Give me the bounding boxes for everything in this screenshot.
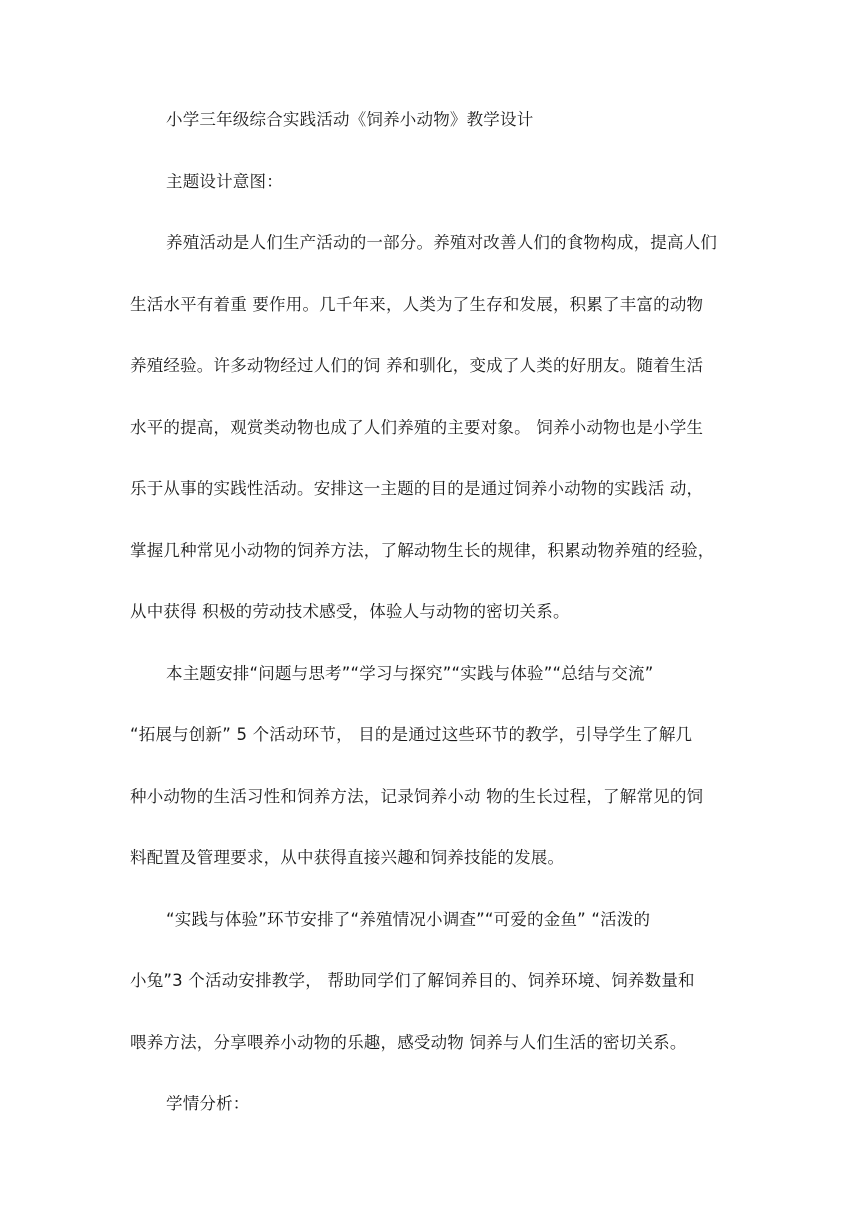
paragraph-line: 从中获得 积极的劳动技术感受，体验人与动物的密切关系。 bbox=[130, 602, 570, 621]
paragraph-line: “实践与体验”环节安排了“养殖情况小调查”“可爱的金鱼” “活泼的 bbox=[166, 910, 651, 929]
paragraph-line: 养殖经验。许多动物经过人们的饲 养和驯化，变成了人类的好朋友。随着生活 bbox=[130, 356, 704, 375]
paragraph-line: 生活水平有着重 要作用。几千年来，人类为了生存和发展，积累了丰富的动物 bbox=[130, 295, 704, 314]
paragraph-line: 掌握几种常见小动物的饲养方法，了解动物生长的规律，积累动物养殖的经验， bbox=[130, 541, 715, 560]
paragraph-line: 喂养方法，分享喂养小动物的乐趣，感受动物 饲养与人们生活的密切关系。 bbox=[130, 1033, 687, 1052]
paragraph-line: 小兔”3 个活动安排教学， 帮助同学们了解饲养目的、饲养环境、饲养数量和 bbox=[130, 971, 695, 990]
paragraph-line: 养殖活动是人们生产活动的一部分。养殖对改善人们的食物构成，提高人们 bbox=[166, 233, 718, 252]
paragraph-line: 水平的提高，观赏类动物也成了人们养殖的主要对象。 饲养小动物也是小学生 bbox=[130, 418, 704, 437]
section-heading-learning-analysis: 学情分析： bbox=[166, 1094, 250, 1113]
document-title: 小学三年级综合实践活动《饲养小动物》教学设计 bbox=[166, 110, 534, 129]
paragraph-line: 种小动物的生活习性和饲养方法，记录饲养小动 物的生长过程，了解常见的饲 bbox=[130, 787, 704, 806]
paragraph-line: “拓展与创新” 5 个活动环节， 目的是通过这些环节的教学，引导学生了解几 bbox=[130, 725, 693, 744]
section-heading-design-intent: 主题设计意图： bbox=[166, 172, 283, 191]
paragraph-line: 乐于从事的实践性活动。安排这一主题的目的是通过饲养小动物的实践活 动， bbox=[130, 479, 704, 498]
paragraph-line: 料配置及管理要求，从中获得直接兴趣和饲养技能的发展。 bbox=[130, 848, 565, 867]
paragraph-line: 本主题安排“问题与思考”“学习与探究”“实践与体验”“总结与交流” bbox=[166, 664, 654, 683]
